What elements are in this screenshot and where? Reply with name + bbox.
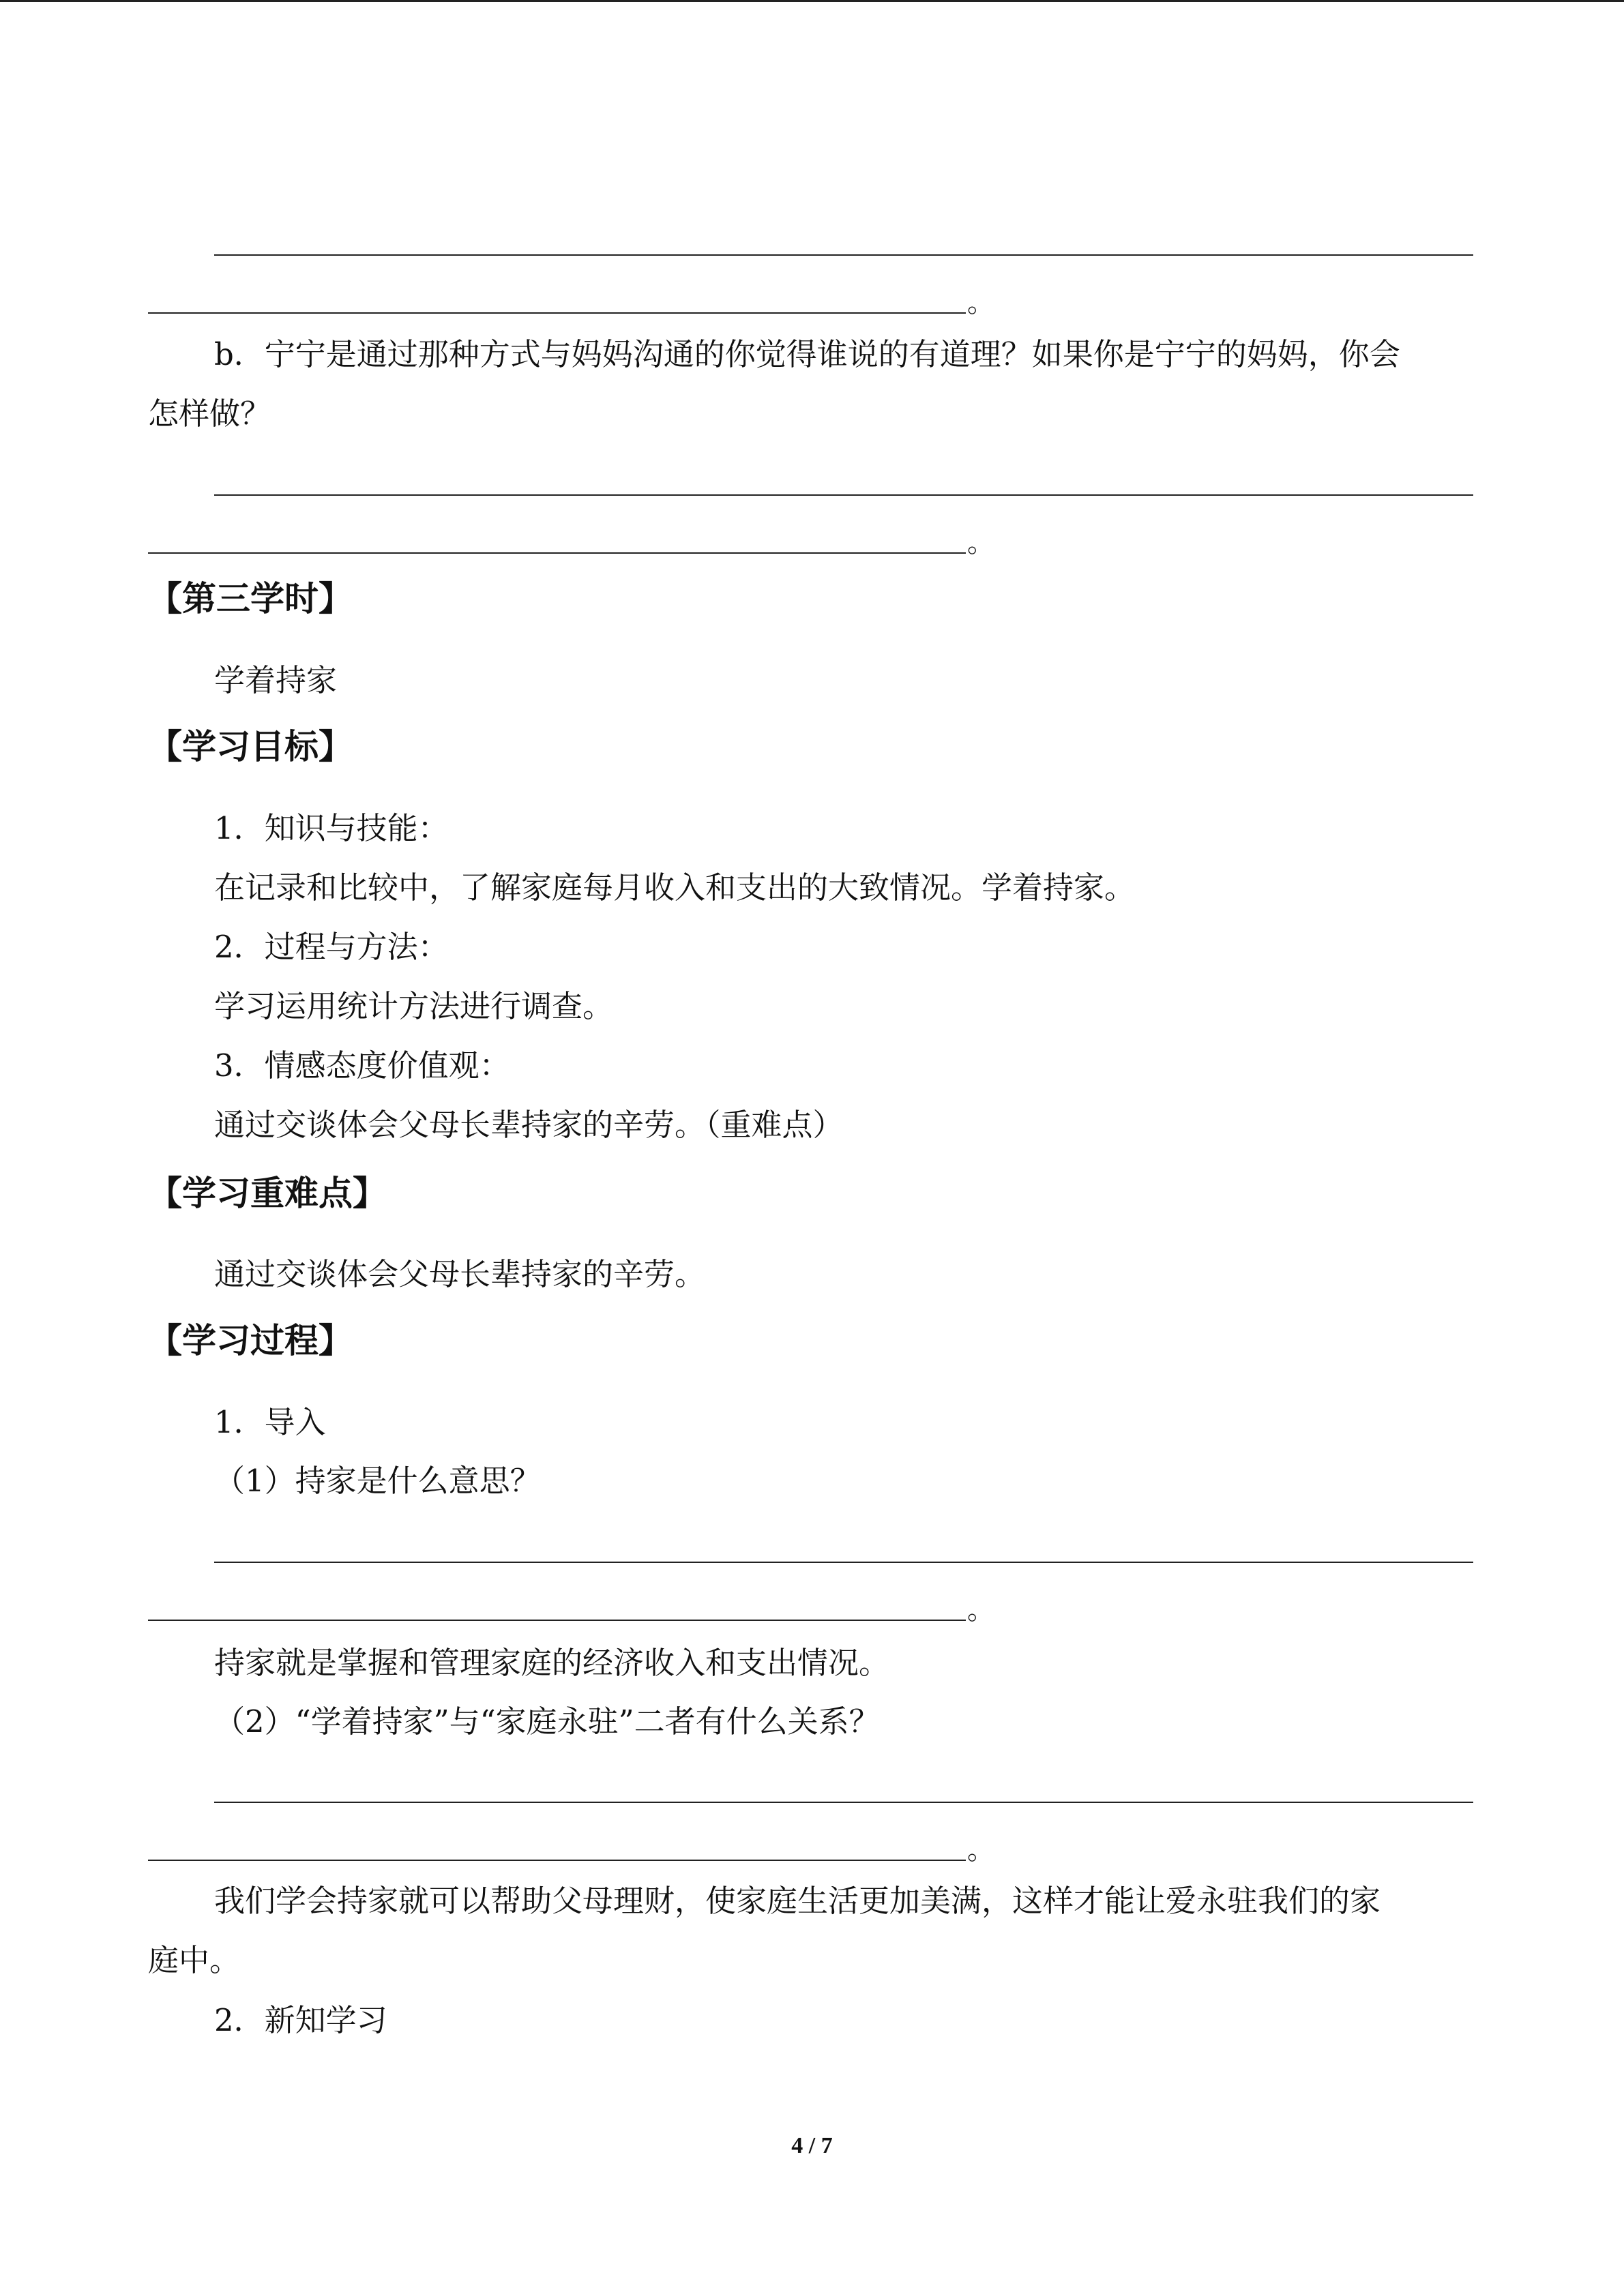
goals-heading: 【学习目标】 xyxy=(148,727,353,766)
answer-period: 。 xyxy=(967,1594,994,1626)
goal1-title: 1．知识与技能： xyxy=(214,810,449,846)
process-answer2-line2: 庭中。 xyxy=(148,1942,241,1978)
question-b-line1: b．宁宁是通过那种方式与妈妈沟通的你觉得谁说的有道理？如果你是宁宁的妈妈，你会 xyxy=(214,336,1400,372)
answer-line[interactable] xyxy=(214,254,1473,256)
answer-period: 。 xyxy=(967,1834,994,1866)
goal3-text: 通过交谈体会父母长辈持家的辛劳。（重难点） xyxy=(214,1107,844,1143)
key-heading: 【学习重难点】 xyxy=(148,1174,387,1213)
process-heading: 【学习过程】 xyxy=(148,1321,353,1360)
answer-period: 。 xyxy=(967,527,994,558)
goal1-text: 在记录和比较中，了解家庭每月收入和支出的大致情况。学着持家。 xyxy=(214,869,1136,906)
question-b-line2: 怎样做？ xyxy=(148,396,271,432)
section3-topic: 学着持家 xyxy=(214,662,338,698)
key-text: 通过交谈体会父母长辈持家的辛劳。 xyxy=(214,1256,706,1292)
process-question2: （2）“学着持家”与“家庭永驻”二者有什么关系？ xyxy=(214,1703,880,1740)
goal3-title: 3．情感态度价值观： xyxy=(214,1047,510,1084)
answer-line[interactable] xyxy=(148,1860,966,1861)
answer-line[interactable] xyxy=(148,1620,966,1621)
page-number: 4 / 7 xyxy=(791,2133,833,2158)
goal2-title: 2．过程与方法： xyxy=(214,929,449,965)
answer-period: 。 xyxy=(967,287,994,318)
section3-heading: 【第三学时】 xyxy=(148,579,353,618)
process-answer1: 持家就是掌握和管理家庭的经济收入和支出情况。 xyxy=(214,1645,890,1681)
process-answer2-line1: 我们学会持家就可以帮助父母理财，使家庭生活更加美满，这样才能让爱永驻我们的家 xyxy=(214,1883,1381,1919)
answer-line[interactable] xyxy=(148,552,966,554)
answer-line[interactable] xyxy=(214,1562,1473,1563)
answer-line[interactable] xyxy=(214,494,1473,496)
answer-line[interactable] xyxy=(148,312,966,314)
answer-line[interactable] xyxy=(214,1802,1473,1803)
goal2-text: 学习运用统计方法进行调查。 xyxy=(214,988,614,1024)
process-step1: 1．导入 xyxy=(214,1404,326,1440)
process-step2: 2．新知学习 xyxy=(214,2002,387,2038)
process-question1: （1）持家是什么意思？ xyxy=(214,1463,541,1499)
page-top-border xyxy=(0,0,1624,2)
